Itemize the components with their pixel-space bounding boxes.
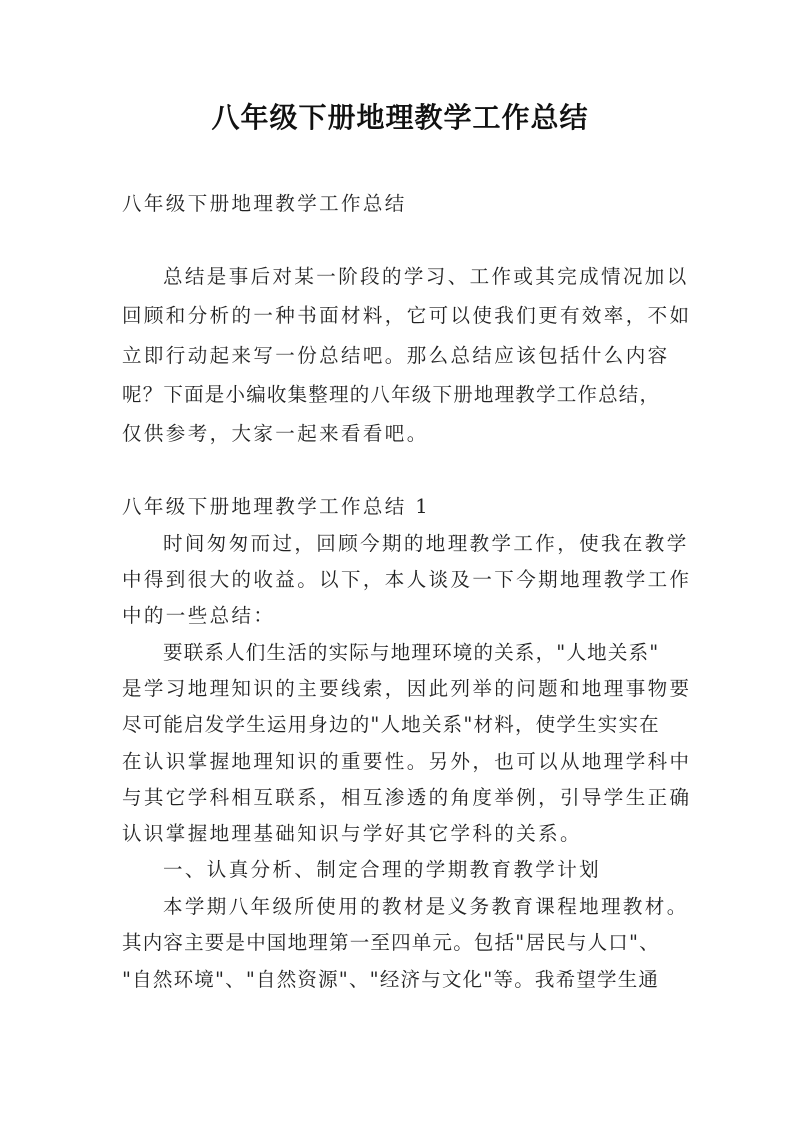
paragraph-line: 仅供参考，大家一起来看看吧。: [122, 422, 429, 445]
paragraph-line: 立即行动起来写一份总结吧。那么总结应该包括什么内容: [122, 344, 670, 367]
paragraph-line: 在认识掌握地理知识的重要性。另外，也可以从地理学科中: [122, 750, 692, 773]
paragraph-line: "自然环境"、"自然资源"、"经济与文化"等。我希望学生通: [122, 968, 660, 991]
paragraph-line: 与其它学科相互联系，相互渗透的角度举例，引导学生正确: [122, 786, 692, 809]
paragraph-line: 总结是事后对某一阶段的学习、工作或其完成情况加以: [163, 265, 689, 288]
document-title: 八年级下册地理教学工作总结: [211, 101, 589, 134]
paragraph-line: 呢？下面是小编收集整理的八年级下册地理教学工作总结，: [122, 383, 661, 406]
paragraph-line: 回顾和分析的一种书面材料，它可以使我们更有效率，不如: [122, 304, 692, 327]
paragraph-line: 要联系人们生活的实际与地理环境的关系，"人地关系": [163, 641, 660, 664]
paragraph-line: 尽可能启发学生运用身边的"人地关系"材料，使学生实实在: [122, 713, 660, 736]
paragraph-line: 其内容主要是中国地理第一至四单元。包括"居民与人口"、: [122, 931, 660, 954]
paragraph-line: 时间匆匆而过，回顾今期的地理教学工作，使我在教学: [163, 532, 689, 555]
paragraph-line: 中的一些总结：: [122, 604, 276, 627]
subtitle-line: 八年级下册地理教学工作总结: [122, 192, 407, 215]
section-heading: 八年级下册地理教学工作总结 1: [122, 495, 431, 518]
section-subheading: 一、认真分析、制定合理的学期教育教学计划: [163, 858, 602, 881]
paragraph-line: 认识掌握地理基础知识与学好其它学科的关系。: [122, 822, 582, 845]
paragraph-line: 中得到很大的收益。以下，本人谈及一下今期地理教学工作: [122, 568, 692, 591]
paragraph-line: 本学期八年级所使用的教材是义务教育课程地理教材。: [163, 895, 689, 918]
paragraph-line: 是学习地理知识的主要线索，因此列举的问题和地理事物要: [122, 677, 692, 700]
